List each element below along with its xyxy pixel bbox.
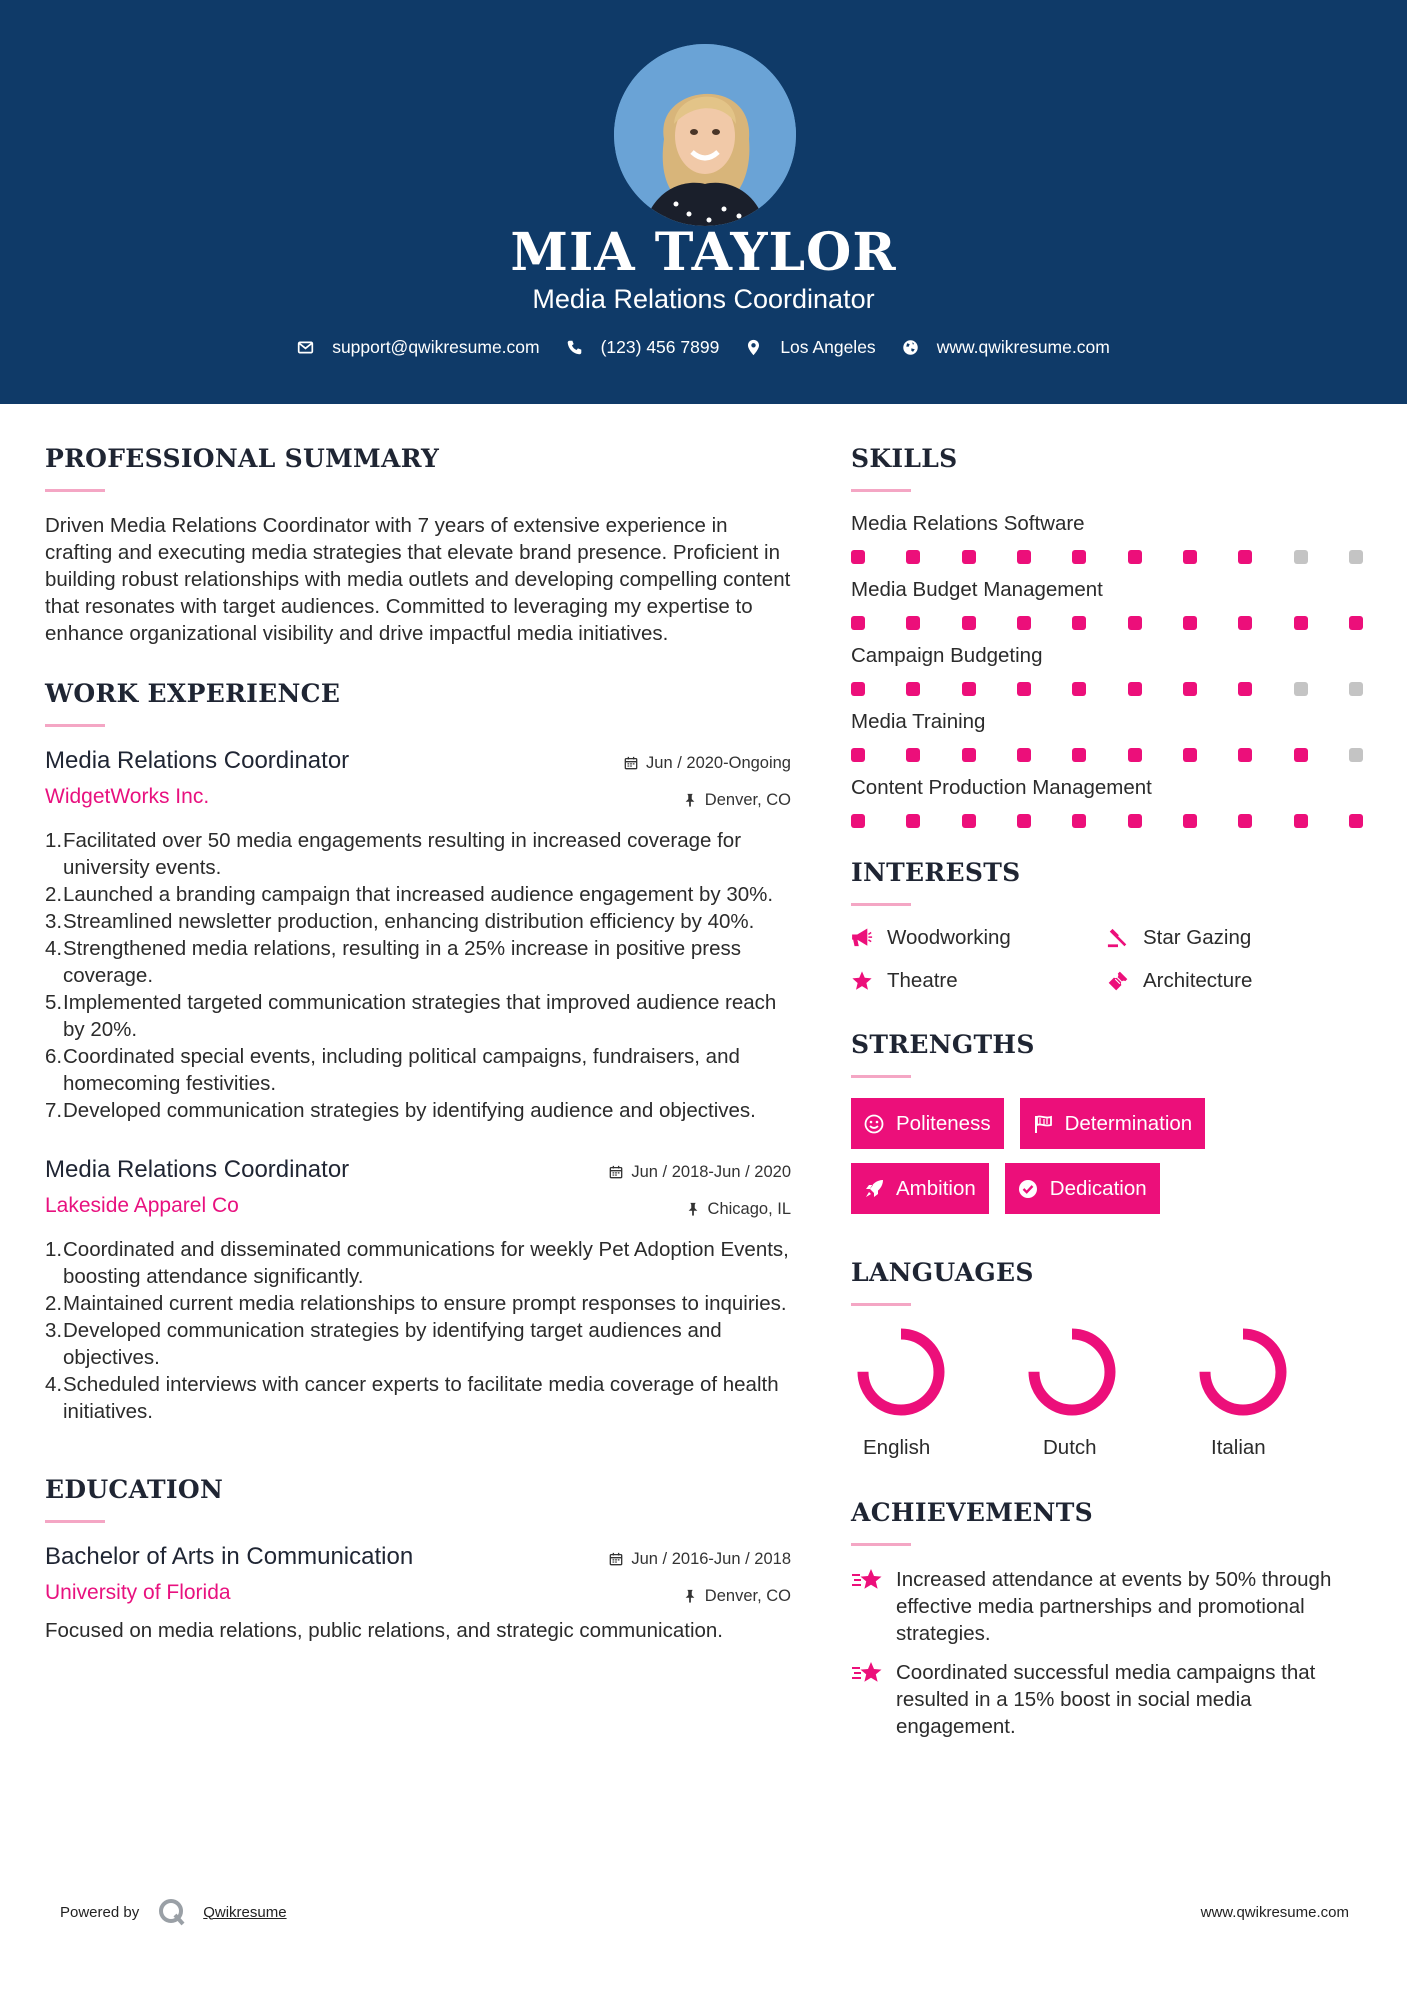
strength-chip: Politeness xyxy=(851,1098,1004,1149)
rating-dot-filled xyxy=(1294,748,1308,762)
language-name: English xyxy=(863,1436,931,1459)
pushpin-icon xyxy=(683,793,697,807)
rating-dot-filled xyxy=(906,550,920,564)
section-divider xyxy=(851,1303,911,1306)
job-meta xyxy=(609,1162,791,1219)
rating-dot-filled xyxy=(1072,814,1086,828)
list-item: 4. Scheduled interviews with cancer experts to facilitate media coverage of health initiatives. xyxy=(45,1373,779,1423)
rating-dot-empty xyxy=(1349,682,1363,696)
achievements-section xyxy=(851,1498,1371,1740)
rating-dot-filled xyxy=(1128,616,1142,630)
ticket-icon xyxy=(1107,970,1129,992)
job-bullets xyxy=(45,1236,791,1425)
languages-section xyxy=(851,1258,1371,1460)
rating-dot-filled xyxy=(1238,814,1252,828)
language-item xyxy=(1193,1326,1364,1460)
interest-item: Woodworking xyxy=(851,926,1107,950)
job-company: Lakeside Apparel Co xyxy=(45,1194,239,1217)
rating-dot-filled xyxy=(851,814,865,828)
skill-rating xyxy=(851,814,1363,828)
achievement-item xyxy=(851,1659,1371,1740)
rating-dot-filled xyxy=(1238,682,1252,696)
rating-dot-filled xyxy=(1128,814,1142,828)
education-entry xyxy=(45,1543,791,1644)
summary-heading: PROFESSIONAL SUMMARY xyxy=(45,444,440,473)
rating-dot-filled xyxy=(1238,550,1252,564)
rating-dot-empty xyxy=(1349,748,1363,762)
interest-item: Theatre xyxy=(851,969,1107,993)
footer-website[interactable]: www.qwikresume.com xyxy=(1200,1904,1349,1921)
school-name: University of Florida xyxy=(45,1581,231,1604)
skill-name: Campaign Budgeting xyxy=(851,644,1043,667)
list-item: 3. Developed communication strategies by identifying target audiences and objectives. xyxy=(45,1319,722,1369)
rating-dot-filled xyxy=(1128,748,1142,762)
experience-heading: WORK EXPERIENCE xyxy=(45,679,341,708)
experience-section xyxy=(45,679,791,1425)
rating-dot-filled xyxy=(962,550,976,564)
rating-dot-filled xyxy=(1238,748,1252,762)
job-entry xyxy=(45,747,791,1124)
job-location xyxy=(609,1199,791,1219)
achievements-heading: ACHIEVEMENTS xyxy=(851,1498,1093,1527)
degree-title: Bachelor of Arts in Communication xyxy=(45,1543,414,1570)
rating-dot-filled xyxy=(1238,616,1252,630)
rating-dot-filled xyxy=(962,748,976,762)
profile-photo xyxy=(614,44,796,226)
skills-section xyxy=(851,444,1371,828)
languages-list xyxy=(851,1326,1371,1460)
rating-dot-filled xyxy=(962,682,976,696)
section-divider xyxy=(851,489,911,492)
job-company: WidgetWorks Inc. xyxy=(45,785,210,808)
rating-dot-filled xyxy=(1017,682,1031,696)
strengths-section xyxy=(851,1030,1371,1228)
qwikresume-logo-icon xyxy=(157,1897,187,1927)
job-dates-text: Jun / 2018-Jun / 2020 xyxy=(631,1162,791,1181)
job-dates xyxy=(609,1162,791,1182)
contact-website-text: www.qwikresume.com xyxy=(936,337,1110,357)
flag-icon xyxy=(1033,1114,1053,1134)
calendar-icon xyxy=(609,1552,623,1566)
skill-name: Media Relations Software xyxy=(851,512,1085,535)
rating-dot-filled xyxy=(906,616,920,630)
education-heading: EDUCATION xyxy=(45,1475,224,1504)
rating-dot-filled xyxy=(1017,616,1031,630)
language-level-arc xyxy=(863,1334,939,1410)
rating-dot-filled xyxy=(1349,814,1363,828)
rating-dot-filled xyxy=(906,682,920,696)
phone-icon xyxy=(566,339,583,356)
skill-name: Media Training xyxy=(851,710,986,733)
contact-phone[interactable] xyxy=(566,337,720,358)
section-divider xyxy=(851,903,911,906)
skill-rating xyxy=(851,616,1363,630)
left-column xyxy=(45,444,791,1644)
right-column xyxy=(851,444,1371,1752)
rating-dot-empty xyxy=(1294,550,1308,564)
education-meta xyxy=(609,1549,791,1606)
education-description: Focused on media relations, public relations, and strategic communication. xyxy=(45,1619,723,1642)
summary-text: Driven Media Relations Coordinator with 7 years of extensive experience in crafting and executing media strategies that elevate brand presence. Proficient in building robust relationships with media outlets and developing compelling content that resonates with target audiences. Committed to leveraging my expertise to enhance organizational visibility and drive impactful media initiatives. xyxy=(45,514,791,645)
education-dates-text: Jun / 2016-Jun / 2018 xyxy=(631,1549,791,1568)
strengths-heading: STRENGTHS xyxy=(851,1030,1035,1059)
list-item: 5. Implemented targeted communication strategies that improved audience reach by 20%. xyxy=(45,991,777,1041)
interest-item: Architecture xyxy=(1107,969,1363,993)
footer-branding xyxy=(60,1897,287,1927)
rating-dot-filled xyxy=(1183,616,1197,630)
rating-dot-filled xyxy=(1072,748,1086,762)
rating-dot-filled xyxy=(1072,682,1086,696)
skill-rating xyxy=(851,682,1363,696)
section-divider xyxy=(45,1520,105,1523)
rating-dot-filled xyxy=(1128,682,1142,696)
envelope-icon xyxy=(297,339,314,356)
language-ring xyxy=(1197,1326,1289,1418)
language-level-arc xyxy=(1205,1334,1281,1410)
megaphone-icon xyxy=(851,927,873,949)
smile-icon xyxy=(864,1114,884,1134)
interests-grid xyxy=(851,926,1371,993)
section-divider xyxy=(45,724,105,727)
skill-name: Media Budget Management xyxy=(851,578,1103,601)
rating-dot-filled xyxy=(1183,748,1197,762)
rating-dot-filled xyxy=(1294,616,1308,630)
rating-dot-empty xyxy=(1349,550,1363,564)
job-title: Media Relations Coordinator xyxy=(45,1156,350,1183)
candidate-name: MIA TAYLOR xyxy=(510,222,897,283)
skill-rating xyxy=(851,550,1363,564)
strength-chip: Determination xyxy=(1020,1098,1206,1149)
language-name: Italian xyxy=(1211,1436,1266,1459)
contact-bar xyxy=(0,337,1407,358)
powered-by-label: Powered by xyxy=(60,1903,140,1921)
summary-section xyxy=(45,444,791,647)
skills-heading: SKILLS xyxy=(851,444,958,473)
shooting-star-icon xyxy=(851,1566,885,1596)
rating-dot-filled xyxy=(851,682,865,696)
globe-icon xyxy=(902,339,919,356)
gavel-icon xyxy=(1107,927,1129,949)
map-pin-icon xyxy=(745,339,762,356)
section-divider xyxy=(851,1543,911,1546)
contact-location xyxy=(745,337,875,358)
rating-dot-filled xyxy=(1072,616,1086,630)
rating-dot-filled xyxy=(1183,814,1197,828)
job-location-text: Chicago, IL xyxy=(707,1199,791,1218)
rating-dot-filled xyxy=(1017,748,1031,762)
list-item: 1. Facilitated over 50 media engagements resulting in increased coverage for university events. xyxy=(45,829,742,879)
language-item xyxy=(851,1326,1022,1460)
shooting-star-icon xyxy=(851,1659,885,1689)
language-item xyxy=(1022,1326,1193,1460)
rating-dot-filled xyxy=(1072,550,1086,564)
skill-rating xyxy=(851,748,1363,762)
interests-section xyxy=(851,858,1371,993)
candidate-role: Media Relations Coordinator xyxy=(532,284,875,314)
resume-header xyxy=(0,0,1407,404)
interest-item: Star Gazing xyxy=(1107,926,1363,950)
contact-email[interactable] xyxy=(297,337,539,358)
job-dates-text: Jun / 2020-Ongoing xyxy=(646,753,791,772)
strength-chip: Dedication xyxy=(1005,1163,1160,1214)
rating-dot-filled xyxy=(906,748,920,762)
rating-dot-filled xyxy=(962,814,976,828)
achievement-text: Increased attendance at events by 50% through effective media partnerships and promotional strategies. xyxy=(896,1568,1332,1645)
rating-dot-filled xyxy=(1183,682,1197,696)
job-location xyxy=(624,790,791,810)
list-item: 2. Launched a branding campaign that increased audience engagement by 30%. xyxy=(45,883,774,906)
contact-location-text: Los Angeles xyxy=(780,337,876,357)
job-bullets xyxy=(45,827,791,1124)
rating-dot-filled xyxy=(1183,550,1197,564)
rating-dot-empty xyxy=(1294,682,1308,696)
language-ring xyxy=(1026,1326,1118,1418)
check-circle-icon xyxy=(1018,1179,1038,1199)
language-name: Dutch xyxy=(1043,1436,1097,1459)
pushpin-icon xyxy=(686,1202,700,1216)
achievement-item xyxy=(851,1566,1371,1647)
education-location xyxy=(609,1586,791,1606)
language-level-arc xyxy=(1034,1334,1110,1410)
rocket-icon xyxy=(864,1179,884,1199)
rating-dot-filled xyxy=(1349,616,1363,630)
language-ring xyxy=(855,1326,947,1418)
job-dates xyxy=(624,753,791,773)
skills-list xyxy=(851,512,1371,828)
interests-heading: INTERESTS xyxy=(851,858,1021,887)
job-title: Media Relations Coordinator xyxy=(45,747,350,774)
rating-dot-filled xyxy=(962,616,976,630)
brand-link[interactable]: Qwikresume xyxy=(203,1903,287,1921)
calendar-icon xyxy=(624,756,638,770)
star-icon xyxy=(851,970,873,992)
list-item: 6. Coordinated special events, including political campaigns, fundraisers, and homecoming festivities. xyxy=(45,1045,740,1095)
rating-dot-filled xyxy=(1128,550,1142,564)
profile-photo-illustration xyxy=(614,44,796,226)
list-item: 2. Maintained current media relationships to ensure prompt responses to inquiries. xyxy=(45,1292,787,1315)
job-location-text: Denver, CO xyxy=(704,790,791,809)
rating-dot-filled xyxy=(1017,814,1031,828)
job-meta xyxy=(624,753,791,810)
rating-dot-filled xyxy=(906,814,920,828)
education-location-text: Denver, CO xyxy=(704,1586,791,1605)
job-entry xyxy=(45,1156,791,1425)
list-item: 3. Streamlined newsletter production, enhancing distribution efficiency by 40%. xyxy=(45,910,755,933)
achievement-text: Coordinated successful media campaigns that resulted in a 15% boost in social media engagement. xyxy=(896,1661,1316,1738)
list-item: 4. Strengthened media relations, resulting in a 25% increase in positive press coverage. xyxy=(45,937,742,987)
contact-email-text: support@qwikresume.com xyxy=(332,337,540,357)
contact-phone-text: (123) 456 7899 xyxy=(600,337,720,357)
skill-name: Content Production Management xyxy=(851,776,1152,799)
calendar-icon xyxy=(609,1165,623,1179)
strength-chip: Ambition xyxy=(851,1163,989,1214)
list-item: 7. Developed communication strategies by identifying audience and objectives. xyxy=(45,1099,756,1122)
rating-dot-filled xyxy=(1294,814,1308,828)
rating-dot-filled xyxy=(851,748,865,762)
section-divider xyxy=(45,489,105,492)
pushpin-icon xyxy=(683,1589,697,1603)
education-dates xyxy=(609,1549,791,1569)
strengths-list xyxy=(851,1098,1371,1228)
contact-website[interactable] xyxy=(902,337,1110,358)
rating-dot-filled xyxy=(1017,550,1031,564)
languages-heading: LANGUAGES xyxy=(851,1258,1034,1287)
section-divider xyxy=(851,1075,911,1078)
education-section xyxy=(45,1475,791,1644)
rating-dot-filled xyxy=(851,550,865,564)
rating-dot-filled xyxy=(851,616,865,630)
list-item: 1. Coordinated and disseminated communications for weekly Pet Adoption Events, boosting attendance significantly. xyxy=(45,1238,789,1288)
